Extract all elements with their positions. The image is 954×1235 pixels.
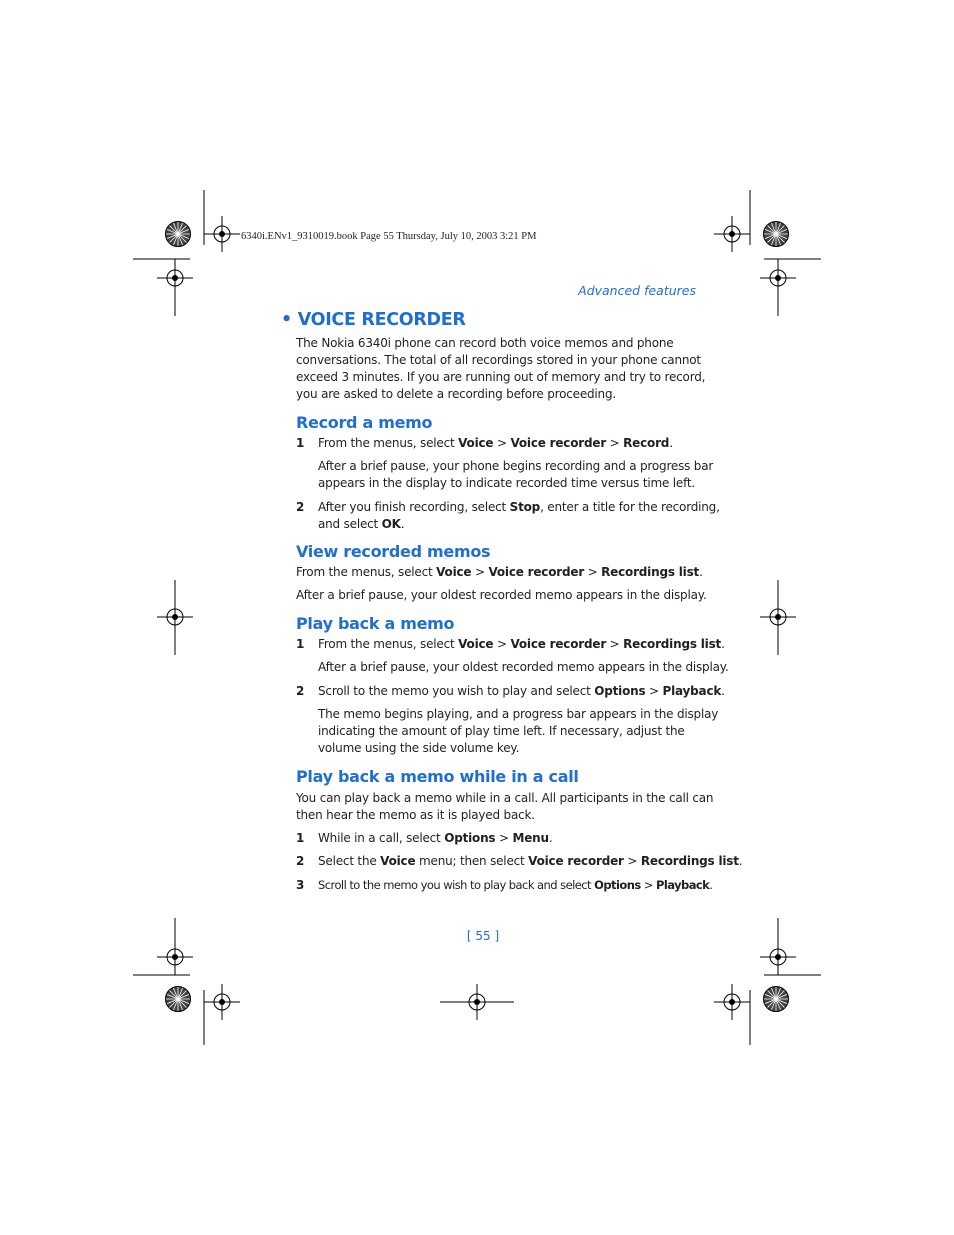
record-step-1-note: After a brief pause, your phone begins recording and a progress bar <box>318 459 714 473</box>
registration-star-icon <box>764 222 789 247</box>
section-title-text: VOICE RECORDER <box>297 310 466 330</box>
registration-star-icon <box>166 222 191 247</box>
registration-crosshair-icon <box>714 984 750 1020</box>
registration-crosshair-icon <box>714 216 750 252</box>
call-step-3: Scroll to the memo you wish to play back and select Options > Playback. <box>318 878 713 892</box>
intro-line: The Nokia 6340i phone can record both voice memos and phone <box>296 336 674 350</box>
call-step-2: Select the Voice menu; then select Voice recorder > Recordings list. <box>318 854 743 868</box>
view-paragraph: From the menus, select Voice > Voice recorder > Recordings list. <box>296 565 703 579</box>
play-step-2-note: volume using the side volume key. <box>318 741 520 755</box>
registration-star-icon <box>166 987 191 1012</box>
play-step-2: Scroll to the memo you wish to play and select Options > Playback. <box>318 684 725 698</box>
call-intro-line: then hear the memo as it is played back. <box>296 808 535 822</box>
record-step-2: After you finish recording, select Stop, enter a title for the recording, <box>318 500 720 514</box>
record-step-1: From the menus, select Voice > Voice recorder > Record. <box>318 436 673 450</box>
play-step-2-note: The memo begins playing, and a progress bar appears in the display <box>318 707 719 721</box>
play-step-1-note: After a brief pause, your oldest recorded memo appears in the display. <box>318 660 729 674</box>
intro-line: you are asked to delete a recording before proceeding. <box>296 387 616 401</box>
record-step-2-cont: and select OK. <box>318 517 405 531</box>
registration-crosshair-icon <box>204 216 240 252</box>
running-head: Advanced features <box>578 283 696 298</box>
record-step-1-note: appears in the display to indicate recorded time versus time left. <box>318 476 696 490</box>
step-number: 1 <box>296 831 305 845</box>
play-step-1: From the menus, select Voice > Voice recorder > Recordings list. <box>318 637 725 651</box>
call-step-1: While in a call, select Options > Menu. <box>318 831 553 845</box>
step-number: 2 <box>296 684 305 698</box>
page-number: [ 55 ] <box>466 929 500 943</box>
step-number: 2 <box>296 500 305 514</box>
registration-crosshair-icon <box>204 984 240 1020</box>
view-paragraph: After a brief pause, your oldest recorded memo appears in the display. <box>296 588 707 602</box>
step-number: 2 <box>296 854 305 868</box>
step-number: 1 <box>296 637 305 651</box>
registration-star-icon <box>764 987 789 1012</box>
print-slug: 6340i.ENv1_9310019.book Page 55 Thursday, July 10, 2003 3:21 PM <box>241 231 537 242</box>
play-step-2-note: indicating the amount of play time left. If necessary, adjust the <box>318 724 685 738</box>
intro-line: conversations. The total of all recordings stored in your phone cannot <box>296 353 701 367</box>
heading-play-in-call: Play back a memo while in a call <box>296 767 579 786</box>
heading-record-memo: Record a memo <box>296 413 433 432</box>
intro-line: exceed 3 minutes. If you are running out of memory and try to record, <box>296 370 706 384</box>
step-number: 3 <box>296 878 305 892</box>
section-title <box>281 310 466 330</box>
heading-view-memos: View recorded memos <box>296 542 491 561</box>
step-number: 1 <box>296 436 305 450</box>
section-bullet: • <box>281 310 292 330</box>
call-intro-line: You can play back a memo while in a call. All participants in the call can <box>296 791 714 805</box>
heading-play-memo: Play back a memo <box>296 614 455 633</box>
